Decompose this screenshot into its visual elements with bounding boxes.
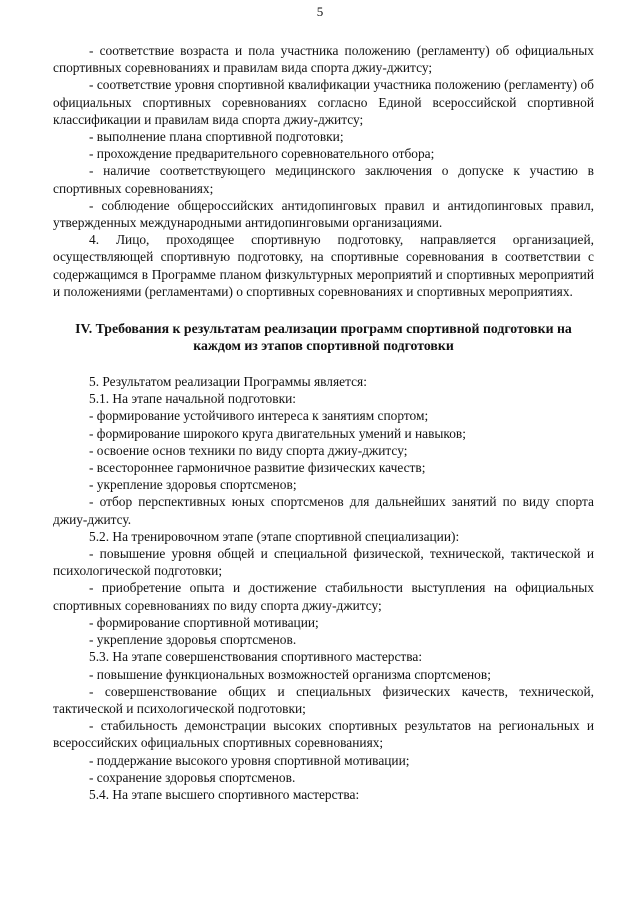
paragraph: - соответствие возраста и пола участника положению (регламенту) об официальных спортивных соревнованиях и правилам вида спорта джиу-джитсу; xyxy=(53,43,594,76)
paragraph: - формирование спортивной мотивации; xyxy=(89,614,319,630)
paragraph: 5. Результатом реализации Программы является: xyxy=(89,374,367,390)
paragraph: - формирование устойчивого интереса к занятиям спортом; xyxy=(89,408,429,424)
paragraph: - поддержание высокого уровня спортивной мотивации; xyxy=(89,752,410,768)
results-list xyxy=(53,373,594,803)
paragraph: - приобретение опыта и достижение стабильности выступления на официальных спортивных соревнованиях по виду спорта джиу-джитсу; xyxy=(53,580,594,613)
paragraph: - отбор перспективных юных спортсменов для дальнейших занятий по виду спорта джиу-джитсу. xyxy=(53,494,594,527)
paragraph: 4. Лицо, проходящее спортивную подготовку, направляется организацией, осуществляющей спортивную подготовку, на спортивные соревнования в соответствии с содержащимся в Программе планом физкультурных мероприятий и спортивных мероприятий и положениями (регламентами) о спортивных соревнованиях и спортивных мероприятиях. xyxy=(53,232,594,299)
paragraph: - совершенствование общих и специальных физических качеств, технической, тактической и психологической подготовки; xyxy=(53,683,594,716)
paragraph: - всестороннее гармоничное развитие физических качеств; xyxy=(89,460,426,476)
paragraph: 5.2. На тренировочном этапе (этапе спортивной специализации): xyxy=(89,528,460,544)
paragraph: - сохранение здоровья спортсменов. xyxy=(89,769,296,785)
participation-conditions-list xyxy=(53,42,594,300)
paragraph: - освоение основ техники по виду спорта джиу-джитсу; xyxy=(89,442,408,458)
paragraph: - стабильность демонстрации высоких спортивных результатов на региональных и всероссийских официальных спортивных соревнованиях; xyxy=(53,718,594,751)
paragraph: 5.3. На этапе совершенствования спортивного мастерства: xyxy=(89,649,423,665)
paragraph: - укрепление здоровья спортсменов. xyxy=(89,632,297,648)
paragraph: 5.4. На этапе высшего спортивного мастерства: xyxy=(89,786,360,802)
paragraph: - соответствие уровня спортивной квалификации участника положению (регламенту) об официальных спортивных соревнованиях согласно Единой всероссийской спортивной классификации и правилам вида спорта джиу-джитсу; xyxy=(53,77,594,127)
paragraph: - формирование широкого круга двигательных умений и навыков; xyxy=(89,425,466,441)
paragraph: - повышение уровня общей и специальной физической, технической, тактической и психологической подготовки; xyxy=(53,546,594,579)
paragraph: - повышение функциональных возможностей организма спортсменов; xyxy=(89,666,491,682)
paragraph: - выполнение плана спортивной подготовки; xyxy=(89,129,344,145)
paragraph: - прохождение предварительного соревновательного отбора; xyxy=(89,146,435,162)
page-number: 5 xyxy=(316,4,324,19)
section-heading: IV. Требования к результатам реализации программ спортивной подготовки на каждом из этапов спортивной подготовки xyxy=(75,321,572,354)
paragraph: - укрепление здоровья спортсменов; xyxy=(89,477,297,493)
paragraph: - соблюдение общероссийских антидопинговых правил и антидопинговых правил, утвержденных международными антидопинговыми организациями. xyxy=(53,197,594,231)
paragraph: 5.1. На этапе начальной подготовки: xyxy=(89,391,296,407)
paragraph: - наличие соответствующего медицинского заключения о допуске к участию в спортивных соревнованиях; xyxy=(53,163,594,196)
document-body xyxy=(53,42,594,803)
